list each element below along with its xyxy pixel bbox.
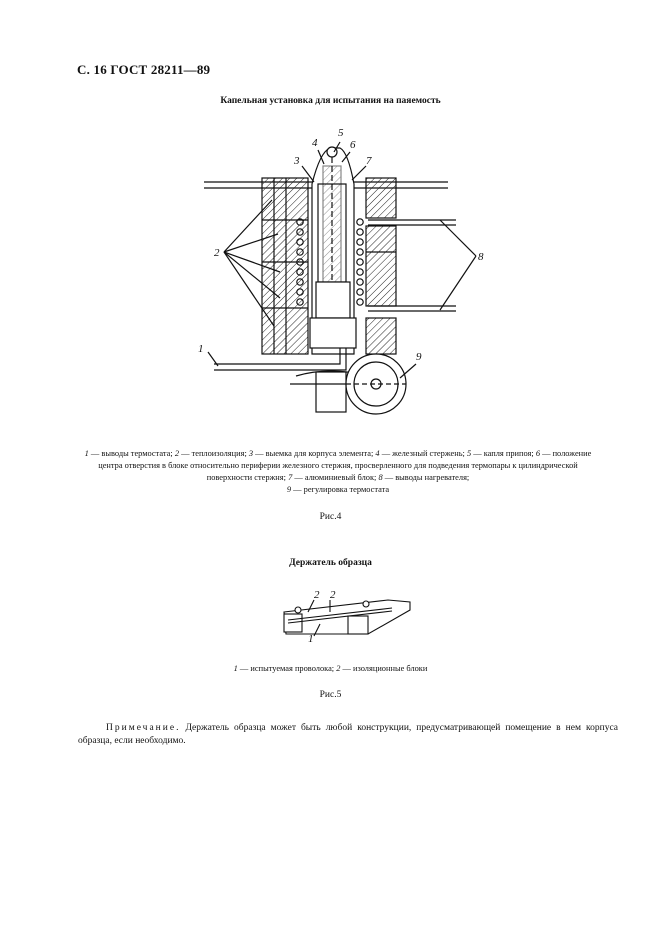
fig5-callout-2b: 2 [330,589,336,601]
figure5-legend: 1 — испытуемая проволока; 2 — изоляционные блоки [233,664,428,673]
figure4-label: Рис.4 [319,512,342,522]
note-text: Держатель образца может быть любой конструкции, предусматривающей помещение в нем корпуса образца, если необходимо. [78,723,618,746]
insulation-block-left [284,614,302,632]
fig5-callout-2a: 2 [314,589,320,601]
note-paragraph [78,722,618,748]
right-insulation-block-top [366,178,396,218]
fig4-callout-7: 7 [366,155,372,167]
right-insulation-block-mid [366,226,396,306]
figure4-legend: 1 — выводы термостата; 2 — теплоизоляция; 3 — выемка для корпуса элемента; 4 — железный стержень; 5 — капля припоя; 6 — положение центра отверстия в блоке относительно периферии железного стержня, просверленного для подведения термопары к цилиндрической поверхности стержня; 7 — алюминиевый блок; 8 — выводы нагревателя; 9 — регулировка термостата [84,449,592,494]
figure4-title: Капельная установка для испытания на паяемость [220,96,441,106]
fig4-callout-4: 4 [312,137,318,149]
fig5-callout-1: 1 [308,633,314,644]
insulation-block-right [348,616,368,634]
fig4-callout-1: 1 [198,343,204,355]
fig4-callout-5: 5 [338,127,344,139]
figure5-drawing [268,586,418,644]
right-insulation-block-low [366,318,396,354]
page-header: С. 16 ГОСТ 28211—89 [77,62,211,77]
figure5-title: Держатель образца [289,558,372,568]
fig4-callout-2: 2 [214,247,220,259]
fig4-callout-8: 8 [478,251,484,263]
fig4-callout-9: 9 [416,351,422,363]
figure4-drawing [190,122,510,432]
figure5-label: Рис.5 [319,690,342,700]
fig4-callout-3: 3 [294,155,300,167]
fig4-callout-6: 6 [350,139,356,151]
heater-coils-right [357,219,363,305]
left-insulation-block [262,178,308,354]
note-lead: Примечание. [106,723,181,733]
